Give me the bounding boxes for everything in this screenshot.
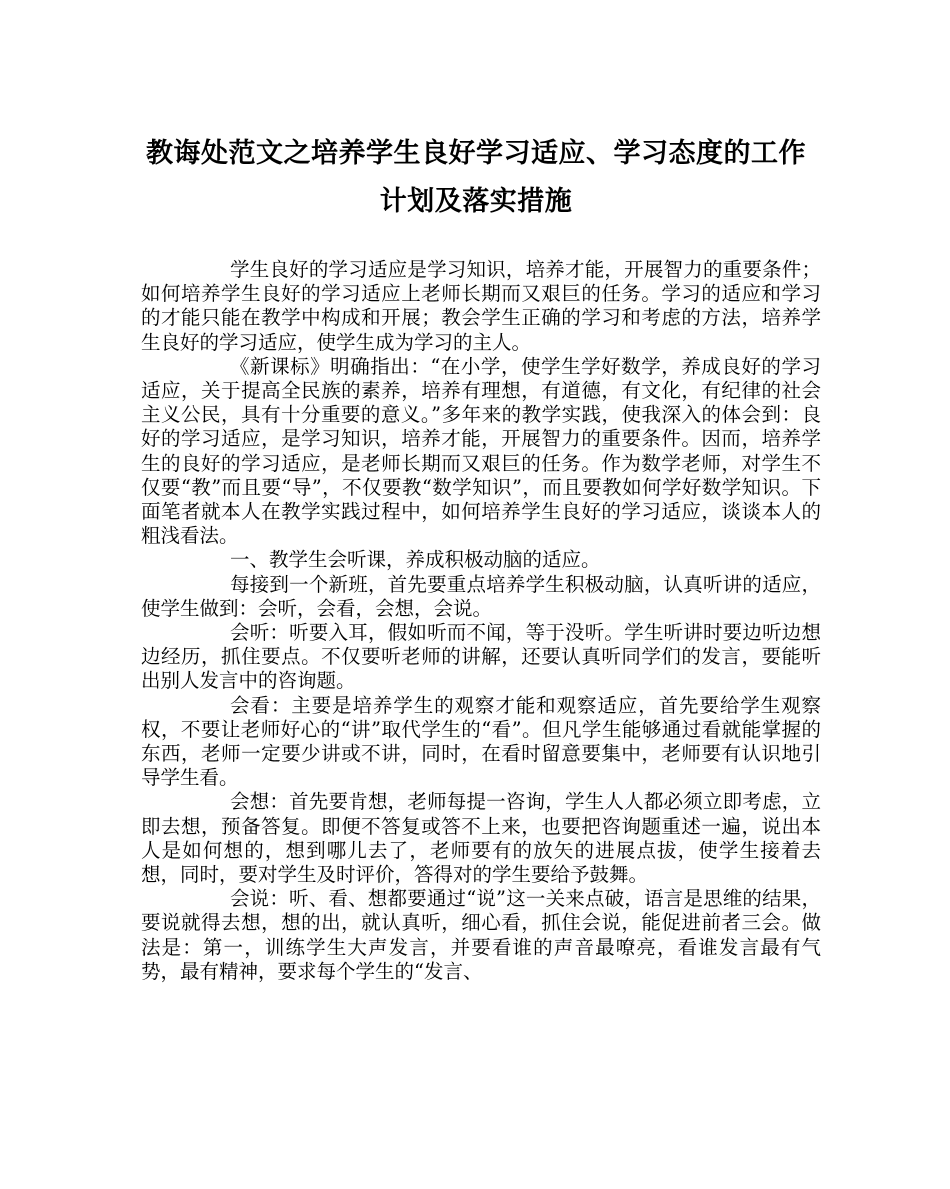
paragraph-think: 会想：首先要肯想，老师每提一咨询，学生人人都必须立即考虑，立即去想，预备答复。即便不答复或答不上来，也要把咨询题重述一遍，说出本人是如何想的，想到哪儿去了，老师要有的放矢的进展点拔，使学生接着去想，同时，要对学生及时评价，答得对的学生要给予鼓舞。 xyxy=(141,790,821,887)
document-title-line-2: 计划及落实措施 xyxy=(379,186,573,217)
paragraph-new-class: 每接到一个新班，首先要重点培养学生积极动脑，认真听讲的适应，使学生做到：会听，会看，会想，会说。 xyxy=(141,572,821,620)
paragraph-intro: 学生良好的学习适应是学习知识，培养才能，开展智力的重要条件；如何培养学生良好的学习适应上老师长期而又艰巨的任务。学习的适应和学习的才能只能在教学中构成和开展；教会学生正确的学习和考虑的方法，培养学生良好的学习适应，使学生成为学习的主人。 xyxy=(141,258,821,354)
paragraph-speak: 会说：听、看、想都要通过“说”这一关来点破，语言是思维的结果，要说就得去想，想的出，就认真听，细心看，抓住会说，能促进前者三会。做法是：第一，训练学生大声发言，并要看谁的声音最嘹亮，看谁发言最有气势，最有精神，要求每个学生的“发言、 xyxy=(141,887,821,983)
section-heading-listening: 一、教学生会听课，养成积极动脑的适应。 xyxy=(230,548,601,572)
paragraph-curriculum-standard: 《新课标》明确指出：“在小学，使学生学好数学，养成良好的学习适应，关于提高全民族的素养，培养有理想，有道德，有文化，有纪律的社会主义公民，具有十分重要的意义。”多年来的教学实践，使我深入的体会到：良好的学习适应，是学习知识，培养才能，开展智力的重要条件。因而，培养学生的良好的学习适应，是老师长期而又艰巨的任务。作为数学老师，对学生不仅要“教”而且要“导”，不仅要教“数学知识”，而且要教如何学好数学知识。下面笔者就本人在教学实践过程中，如何培养学生良好的学习适应，谈谈本人的粗浅看法。 xyxy=(141,354,821,548)
document-body xyxy=(141,258,821,984)
document-title-line-1: 教诲处范文之培养学生良好学习适应、学习态度的工作 xyxy=(146,138,806,169)
paragraph-listen: 会听：听要入耳，假如听而不闻，等于没听。学生听讲时要边听边想边经历，抓住要点。不仅要听老师的讲解，还要认真听同学们的发言，要能听出别人发言中的咨询题。 xyxy=(141,621,821,693)
paragraph-look: 会看：主要是培养学生的观察才能和观察适应，首先要给学生观察权，不要让老师好心的“讲”取代学生的“看”。但凡学生能够通过看就能掌握的东西，老师一定要少讲或不讲，同时，在看时留意要集中，老师要有认识地引导学生看。 xyxy=(141,693,821,790)
